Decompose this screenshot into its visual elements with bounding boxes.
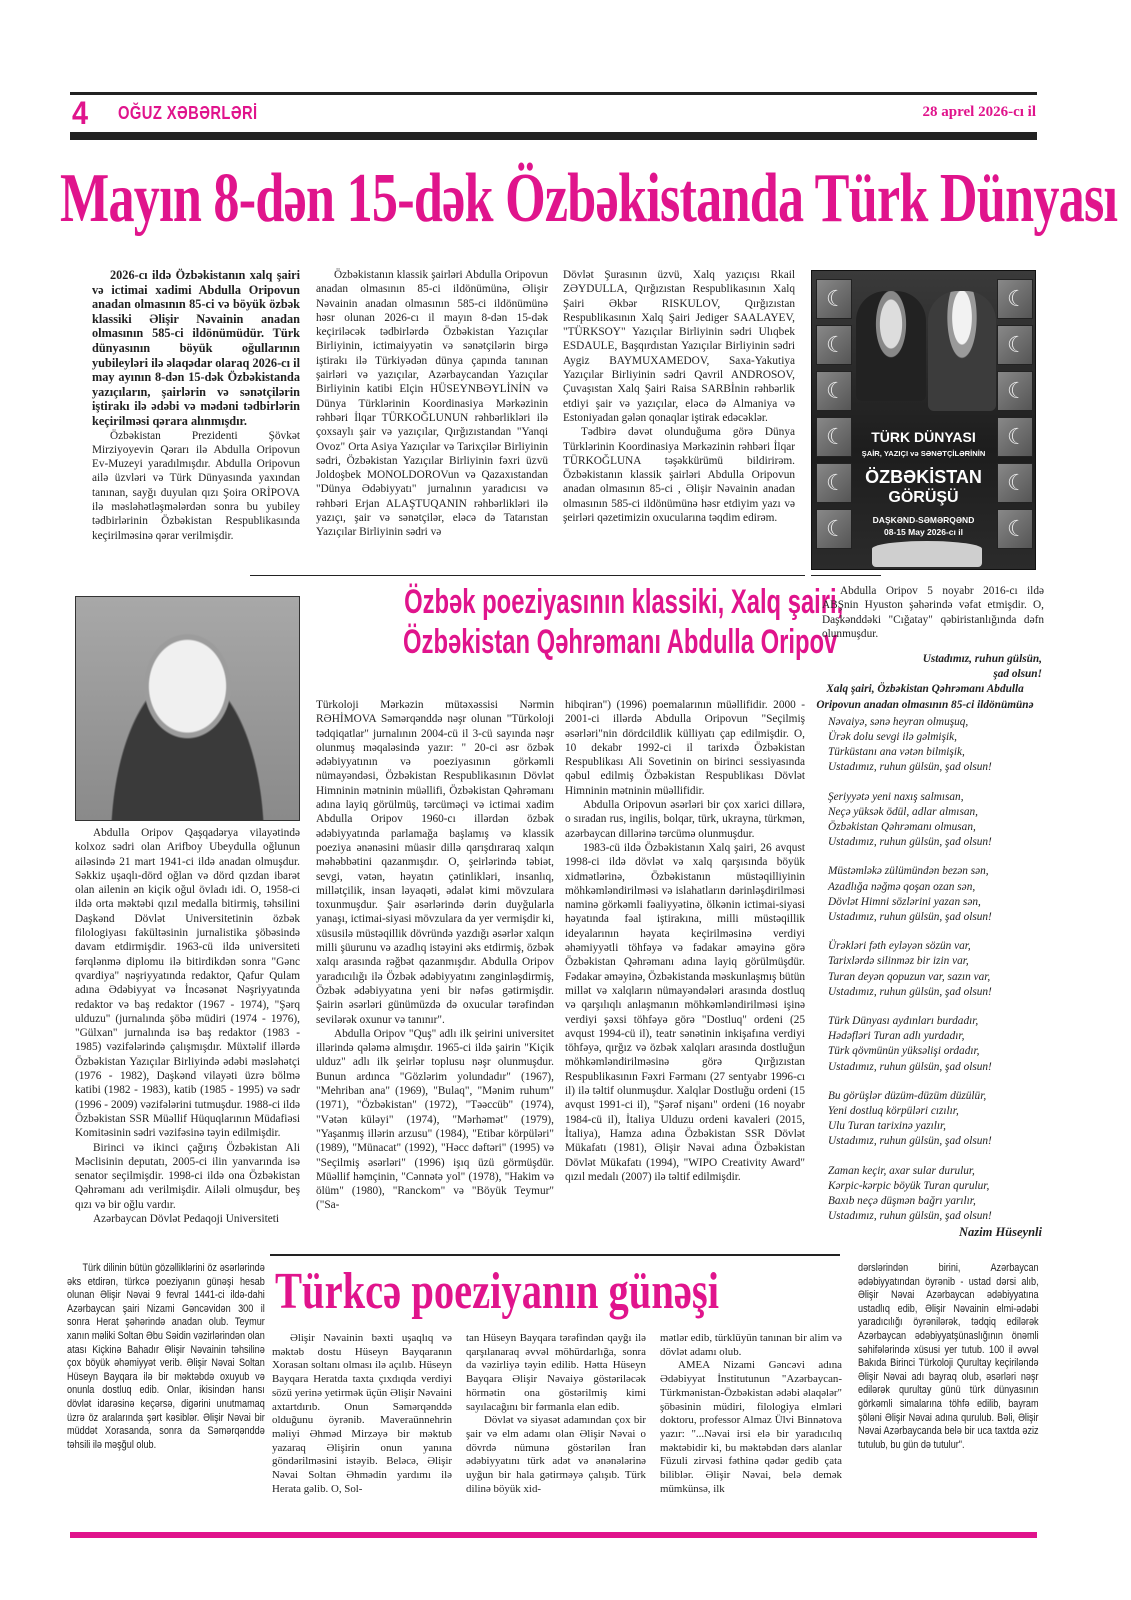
flag-icon	[816, 325, 852, 365]
article1-lead: 2026-cı ildə Özbəkistanın xalq şairi və ictimai xadimi Abdulla Oripovun anadan olmasının 85-ci və böyük özbək klassiki Əlişir Nəvainin anadan olmasının 585-ci ildönümüdür. Türk dünyasının böyük oğullarının yubileyləri ilə əlaqədar olaraq 2026-cı il may ayının 8-dən 15-dək Özbəkistanda yazıçıların, şairlərin və sənətçilərin iştirakı ilə ədəbi və mədəni tədbirlərin keçirilməsi qərara alınmışdır.	[92, 268, 300, 428]
flag-icon	[997, 279, 1033, 319]
poem-line: Ustadımız, ruhun gülsün, şad olsun!	[828, 761, 992, 774]
poster-title-3: GÖRÜŞÜ	[888, 489, 959, 506]
article2-column-2	[316, 698, 554, 1213]
article2-column-4	[822, 584, 1044, 641]
article2-paragraph: Abdulla Oripov Qaşqadərya vilayətində kolxoz sədri olan Arifboy Ubeydulla oğlunun ailəsində 21 mart 1941-ci ildə anadan olmuşdur. Səkkiz uşaqlı-dörd oğlan və dörd qızdan ibarət olan ailenin ən kiçik oğul övladı idi. O, 1958-ci ildə orta məktəbi qızıl medalla bitirmiş, təhsilini Daşkənd Dövlət Universitetinin özbək filologiyası fakültəsinin jurnalistika şöbəsində davam etdirmişdir. 1963-cü ildə universiteti fərqlənmə diplomu ilə bitirdikdən sonra "Gənc qvardiya" nəşriyyatında redaktor, Qafur Qulam adına Ədəbiyyat və İncəsənət Nəşriyyatında redaktor və baş redaktor (1967 - 1974), "Şərq ulduzu" (jurnalında şöbə müdiri (1974 - 1976), "Gülxan" jurnalında isə baş redaktor (1983 - 1985) vəzifələrində çalışmışdır. Müxtəlif illərdə Özbəkistan Yazıçılar Birliyində ədəbi məsləhətçi (1976 - 1982), Daşkənd vilayəti üzrə bölmə katibi (1982 - 1983), katib (1985 - 1995) və sədr (1996 - 2009) vəzifələrini tutmuşdur. 1988-ci ildə Özbəkistan SSR Müəllif Hüquqlarının Müdafiəsi Komitəsinin sədri vəzifəsinə təyin edilmişdir.	[75, 827, 300, 1140]
article3-paragraph: Dövlət və siyasət adamından çox bir şair və elm adamı olan Əlişir Nəvai o dövrdə nümunə göstərilən İran ədəbiyyatını türk adət və ənənələrinə uyğun bir hala gətirməyə çalışıb. Türk dilinə böyük xid-	[466, 1414, 646, 1495]
poem-stanza	[828, 1089, 1042, 1150]
poem-author: Nazim Hüseynli	[959, 1224, 1042, 1239]
poem-line: Tarixlərdə silinməz bir izin var,	[828, 955, 969, 968]
poem-line: Ustadımız, ruhun gülsün, şad olsun!	[828, 985, 992, 998]
article1-paragraph: Dövlət Şurasının üzvü, Xalq yazıçısı Rkail ZƏYDULLA, Qırğızıstan Respublikasının Xalq Şairi Əkbər RISKULOV, Qırğızıstan Respublikasının Xalq Şairi Jediger SAALAYEV, "TÜRKSOY" Yazıçılar Birliyinin sədri Ulıqbek ESDAULE, Başqırdıstan Yazıçılar Birliyinin sədri Aygiz BAYMUXAMEDOV, Saxa-Yakutiya Yazıçılar Birliyinin sədri Qavril ANDROSOV, Çuvaşıstan Xalq Şairi Raisa SARBİnin rəhbərlik etdiyi şair və yazıçılar, eləcə də Almaniya və Estoniyadan gələn qonaqlar iştirak edəcəklər.	[563, 269, 795, 424]
poem-line: Ustadımız, ruhun gülsün, şad olsun!	[828, 1135, 992, 1148]
poster-location: DAŞKƏND-SƏMƏRQƏND	[872, 515, 975, 525]
article3-column-1	[67, 1262, 265, 1452]
poster-title: TÜRK DÜNYASI	[871, 429, 976, 445]
poem-dedication: Ustadımız, ruhun gülsün,	[922, 653, 1042, 665]
article2-paragraph: Abdulla Oripovun əsərləri bir çox xarici dillərə, o sıradan rus, ingilis, bolqar, türk, ukrayna, türkmən, azərbaycan dillərinə tərcümə olunmuşdur.	[565, 799, 805, 840]
poem-line: Şeriyyətə yeni naxış salmısan,	[828, 790, 964, 803]
poem-stanza	[828, 864, 1042, 925]
poem-line: Yeni dostluq körpüləri cızılır,	[828, 1105, 959, 1118]
article2-paragraph: Azərbaycan Dövlət Pedaqoji Universiteti	[93, 1213, 280, 1226]
masthead-top-rule	[70, 92, 1037, 95]
flag-icon	[997, 371, 1033, 411]
poem-line: Ulu Turan tarixinə yazılır,	[828, 1120, 946, 1133]
poem-line: Neçə yüksək ödül, adlar almısan,	[828, 805, 978, 818]
flag-icon	[997, 325, 1033, 365]
article2-paragraph: Abdulla Oripov 5 noyabr 2016-cı ildə ABŞnin Hyuston şəhərində vəfat etmişdir. O, Daşkənddəki "Cığatay" qəbiristanlığında dəfn olunmuşdur.	[822, 585, 1044, 640]
poem-stanza	[828, 715, 1042, 776]
article3-paragraph: Türk dilinin bütün gözəlliklərini öz əsərlərində əks etdirən, türkcə poeziyanın günəşi hesab olunan Əlişir Nəvai 9 fevral 1441-ci ildə-dahi Azərbaycan şairi Nizami Gəncəvidən 300 il sonra Herat şəhərində anadan olub. Teymur xanın məliki Soltan Əbu Səidin vəzirlərindən olan atası Kiçkinə Bahadır Əlişir Nəvainin təhsilinə çox böyük əhəmiyyət verib. Əlişir Nəvai Soltan Hüseyn Bayqara ilə bir məktəbdə oxuyub və onunla dostluq edib. Onlar, ikisindən hansı dövlət idarəsinə keçərsə, digərini unutmamaq üzrə öz aralarında şərt kəsiblər. Əlişir Nəvai bir müddət Xorasanda, sonra da Səmərqənddə təhsili ilə məşğul olub.	[67, 1262, 265, 1451]
article3-paragraph: AMEA Nizami Gəncəvi adına Ədəbiyyat İnstitutunun "Azərbaycan-Türkmənistan-Özbəkistan ədəbi əlaqələr" şöbəsinin müdiri, filologiya elmləri doktoru, professor Almaz Ülvi Binnətova yazır: "...Nəvai irsi elə bir yaradıcılıq məktəbidir ki, bu məktəbdən dərs alanlar Füzuli zirvəsi fəthinə qədər gedib çata biliblər. Əlişir Nəvai, belə demək mümkünsə, ilk	[660, 1359, 842, 1495]
article3-paragraph: mətlər edib, türklüyün tanınan bir alim və dövlət adamı olub.	[660, 1332, 842, 1358]
poem-line: Baxıb neçə düşmən bağrı yarılır,	[828, 1195, 976, 1208]
poem-stanza	[828, 1014, 1042, 1075]
poem-line: Ustadımız, ruhun gülsün, şad olsun!	[828, 836, 992, 849]
portrait-photo-abdulla-oripov	[75, 596, 300, 821]
poem-line: Dövlət Himni sözlərini yazan sən,	[828, 895, 981, 908]
article2-column-1	[75, 826, 300, 1226]
poster-portrait-navai	[928, 291, 996, 411]
poem-line: Türk Dünyası aydınları burdadır,	[828, 1015, 979, 1028]
article1-column-3	[563, 268, 795, 525]
main-headline: Mayın 8-dən 15-dək Özbəkistanda Türk Dünyası	[60, 160, 1118, 237]
article3-paragraph: tan Hüseyn Bayqara tərəfindən qayğı ilə qarşılanaraq əvvəl möhürdarlığa, sonra da vəzirliyə təyin edilib. Hətta Hüseyn Bayqara Əlişir Nəvaiyə göstəriləcək hörmətin ona göstərilmiş kimi sayılacağını bir fərmanla elan edib.	[466, 1332, 646, 1413]
section-divider	[811, 575, 881, 576]
article2-column-3	[565, 698, 805, 1184]
article3-column-5	[858, 1262, 1039, 1452]
poem-line: Hədəfləri Turan adlı yurdadır,	[828, 1030, 965, 1043]
article2-headline-line-1: Özbək poeziyasının klassiki, Xalq şairi,	[404, 583, 844, 621]
poem-line: Nəvaiyə, sənə heyran olmuşuq,	[828, 715, 969, 728]
poem-line: Kərpic-kərpic böyük Turan qurulur,	[828, 1179, 990, 1192]
article2-paragraph: 1983-cü ildə Özbəkistanın Xalq şairi, 26 avqust 1998-ci ildə dövlət və xalq qarşısında böyük xidmətlərinə, Özbəkistanın müstəqilliyinin möhkəmləndirilməsi və islahatların dərinləşdirilməsi naminə görkəmli fəaliyyətinə, ölkənin ictimai-siyasi həyatında fəal iştirakına, milli müstəqillik ideyalarının həyata keçirilməsinə verdiyi əhəmiyyətli töhfəyə və fədakar əməyinə görə Özbəkistan Qəhrəmanı adına layiq görülmüşdür. Fədakar əməyinə, Özbəkistanda məskunlaşmış bütün millət və xalqların nümayəndələri arasında dostluq və qarşılıqlı anlaşmanın möhkəmləndirilməsi işinə verdiyi şəxsi töhfəyə görə "Dostluq" ordeni (25 avqust 1994-cü il), teatr sənətinin inkişafına verdiyi töhfəyə, qırğız və özbək xalqları arasında dostluğun möhkəmləndirilməsinə görə Qırğızıstan Respublikasının Fəxri Fərmanı (27 sentyabr 1996-cı il) ilə təltif olunmuşdur. Xalqlar Dostluğu ordeni (15 avqust 1991-ci il), "Şərəf nişanı" ordeni (16 noyabr 1984-cü il), İtaliya Ulduzu ordeni kavaleri (2015, İtaliya), Hamza adına Özbəkistan SSR Dövlət Mükafatı (1981), Əlişir Nəvai adına Özbəkistan Dövlət Mükafatı (1994), "WIPO Creativity Award" qızıl medalı (2007) ilə təltif edilmişdir.	[565, 841, 805, 1183]
poem-line: Zaman keçir, axar sular durulur,	[828, 1164, 975, 1177]
poem-line: Özbəkistan Qəhrəmanı olmusan,	[828, 821, 976, 834]
poem	[816, 652, 1042, 1240]
poem-line: Turan deyən qopuzun var, sazın var,	[828, 970, 991, 983]
section-divider	[250, 575, 805, 576]
poem-line: Ürəkləri fəth eyləyən sözün var,	[828, 940, 971, 953]
event-poster-image	[811, 270, 1036, 570]
poster-dates: 08-15 May 2026-cı il	[884, 527, 963, 537]
poem-stanza	[828, 939, 1042, 1000]
article2-headline	[310, 582, 844, 662]
poster-subtitle: ŞAİR, YAZIÇI və SƏNƏTÇİLƏRİNİN	[861, 449, 986, 458]
poem-line: Ustadımız, ruhun gülsün, şad olsun!	[828, 1210, 992, 1223]
poem-line: Azadlığa nəğmə qoşan ozan sən,	[828, 880, 976, 893]
book-icon	[872, 541, 982, 567]
poem-line: Türk qövmünün yüksəlişi ordadır,	[828, 1045, 980, 1058]
issue-date: 28 aprel 2026-cı il	[922, 104, 1036, 120]
poem-stanza	[828, 790, 1042, 851]
article2-headline-line-2: Özbəkistan Qəhrəmanı Abdulla Oripov	[403, 623, 838, 661]
article1-paragraph: Özbəkistan Prezidenti Şövkət Mirziyoyevin Qərarı ilə Abdulla Oripovun Ev-Muzeyi yaradılmışdır. Abdulla Oripovun ailə üzvləri və Türk Dünyasında yaxından tanınan, sayğı duyulan qızı Şoira ORİPOVA ilə məsləhətləşmələrdən sonra bu yubiley tədbirlərinin Özbəkistan Respublikasında keçirilməsinə qərar verilmişdir.	[92, 429, 300, 542]
article1-paragraph: Tədbirə dəvət olunduğuma görə Dünya Türklərinin Koordinasiya Mərkəzinin rəhbəri İlqar TÜRKOĞLUNA təşəkkürümü bildirirəm. Özbəkistanın klassik şairləri Abdulla Oripovun anadan olmasının 85-ci , Əlişir Nəvainin anadan olmasının 585-ci ildönümünə həsr etdiyim yazı və şeirləri qəzetimizin oxucularına təqdim edirəm.	[563, 426, 795, 525]
poem-line: Ustadımız, ruhun gülsün, şad olsun!	[828, 911, 992, 924]
masthead-bottom-rule	[70, 132, 1037, 140]
poem-stanza	[828, 1164, 1042, 1225]
article3-column-2	[272, 1332, 452, 1496]
article2-paragraph: Abdulla Oripov "Quş" adlı ilk şeirini universitet illərində qələmə almışdır. 1965-ci ildə şairin "Kiçik ulduz" adlı ilk şeirlər toplusu nəşr olunmuşdur. Bunun ardınca "Gözlərim yolundadır" (1967), "Mehriban ana" (1969), "Bulaq", "Mənim ruhum" (1971), "Özbəkistan" (1972), "Təəccüb" (1974), "Vətən küləyi" (1974), "Mərhəmət" (1979), "Yaşanmış illərin arzusu" (1984), "Etibar körpüləri" (1989), "Münacat" (1992), "Həcc dəftəri" (1995) və "Seçilmiş əsərləri" (1996) işıq üzü görmüşdür. Müəllif həmçinin, "Cənnətə yol" (1978), "Hakim və ölüm" (1980), "Ranckom" və "Böyük Teymur" ("Sa-	[316, 1027, 554, 1212]
poster-portrait-oripov	[856, 291, 926, 401]
article1-column-2	[316, 268, 548, 540]
poem-line: Ürək dolu sevgi ilə gəlmişik,	[828, 731, 957, 744]
poem-dedication: Xalq şairi, Özbəkistan Qəhrəmanı Abdulla Oripovun anadan olmasının 85-ci ildönümünə	[816, 683, 1034, 711]
footer-accent-bar	[70, 1532, 1037, 1538]
page-number: 4	[72, 95, 89, 131]
poem-line: Müstəmləkə zülümündən bezən sən,	[828, 865, 989, 878]
article3-column-3	[466, 1332, 646, 1496]
article3-column-4	[660, 1332, 842, 1496]
poem-line: Ustadımız, ruhun gülsün, şad olsun!	[828, 1060, 992, 1073]
article2-paragraph: hibqiran") (1996) poemalarının müəllifidir. 2000 - 2001-ci illərdə Abdulla Oripovun "Seçilmiş əsərləri"nin dördcildlik külliyatı çap edilmişdir. O, 10 dekabr 1992-ci il tarixdə Özbəkistan Respublikası Ali Sovetinin on birinci sessiyasında qəbul edilmiş Özbəkistan Respublikası Dövlət Himninin mətninin müəllifidir.	[565, 699, 805, 797]
article3-headline: Türkcə poeziyanın günəşi	[275, 1263, 719, 1320]
article3-paragraph: Əlişir Nəvainin bəxti uşaqlıq və məktəb dostu Hüseyn Bayqaranın Xorasan soltanı olması ilə açılıb. Hüseyn Bayqara Heratda taxta çıxdıqda verdiyi sözü yerinə yetirmək üçün Əlişir Nəvaini axtartdırıb. Onun Səmərqənddə olduğunu öyrənib. Maveraünnehrin məliyi Əhməd Mirzəyə bir məktub yazaraq Əlişirin onun yanına göndərilməsini istəyib. Beləcə, Əlişir Nəvai Soltan Əhmədin yardımı ilə Herata gəlib. O, Sol-	[272, 1332, 452, 1495]
flag-icon	[816, 279, 852, 319]
newspaper-name: OĞUZ XƏBƏRLƏRİ	[118, 103, 258, 123]
article1-paragraph: Özbəkistanın klassik şairləri Abdulla Oripovun anadan olmasının 85-ci ildönümünə, Əlişir Nəvainin anadan olmasının 585-ci ildönümünə həsr olunan 2026-cı il mayın 8-dən 15-dək keçiriləcək tədbirlərdə Özbəkistan Yazıçılar Birliyinin, ictimaiyyətin və sənətçilərin birgə iştirakı ilə Türkiyədən dünya çapında tanınan şairləri və yazıçılar, Azərbaycandan Yazıçılar Birliyinin katibi Elçin HÜSEYNBƏYLİNİN və Dünya Türklərinin Koordinasiya Mərkəzinin rəhbəri İlqar TÜRKOĞLUNUN rəhbərlikləri ilə çoxsaylı şair və yazıçılar, Qırğızıstandan "Yanqi Ovoz" Orta Asiya Yazıçılar və Tarixçilər Birliyinin sədri, Özbəkistan Yazıçılar Birliyinin fəxri üzvü Joldoşbek MONOLDOROVun və Qazaxıstandan "Dünya Ədəbiyyatı" jurnalının yaradıcısı və rəhbəri Erjan ALAŞTUQANIN rəhbərlikləri ilə yazıçı, şair və sənətçilər, eləcə də Tatarıstan Yazıçılar Birliyinin sədri və	[316, 269, 548, 539]
article2-paragraph: Türkoloji Mərkəzin mütəxəssisi Nərmin RƏHİMOVA Səmərqənddə nəşr olunan "Türkoloji tədqiqatlar" jurnalının 2004-cü il 3-cü sayında nəşr olunmuş məqaləsində yazır: " 20-ci əsr özbək ədəbiyyatının və poeziyasının görkəmli nümayəndəsi, Özbəkistan Respublikasının Dövlət Himninin mətninin müəllifi, Özbəkistan Qəhrəmanı adına layiq görülmüş, tərcüməçi və ictimai xadim Abdulla Oripov 1960-cı illərdən özbək ədəbiyyatında parlamağa başlamış və klassik poeziya ənənəsini müasir dillə qarışdıraraq xalqın məhəbbətini qazanmışdır. O, şeirlərində təbiət, sevgi, vətən, həyatın çətinlikləri, insanlıq, millətçilik, insan ləyaqəti, ədalət kimi mövzulara toxunmuşdur. Şair əsərlərində dərin duyğularla yanaşı, ictimai-siyasi mövzulara da yer vermişdir ki, xüsusilə müstəqillik dövründə yazdığı əsərlər xalqın milli şüurunu və azadlıq istəyini əks etdirmiş, özbək xalqı arasında rəğbət qazanmışdır. Abdulla Oripov yaradıcılığı ilə Özbək ədəbiyyatını zənginləşdirmiş, Özbək ədəbiyyatına yeni bir nəfəs gətirmişdir. Şairin əsərləri günümüzdə də oxucular tərəfindən sevilərək oxunur və tanınır".	[316, 699, 554, 1026]
article1-column-1	[92, 268, 300, 543]
article2-paragraph: Birinci və ikinci çağırış Özbəkistan Ali Məclisinin deputatı, 2005-ci ilin yanvarında isə senator seçilmişdir. 1998-ci ildə ona Özbəkistan Qəhrəmanı adı verilmişdir. Ailəli olmuşdur, beş qızı və bir oğlu vardır.	[75, 1141, 300, 1211]
poem-line: Türküstanı ana vətən bilmişik,	[828, 746, 965, 759]
flag-icon	[816, 371, 852, 411]
section-divider	[270, 1254, 840, 1256]
poem-line: Bu görüşlər düzüm-düzüm düzülür,	[828, 1089, 987, 1102]
poster-title-2: ÖZBƏKİSTAN	[865, 467, 982, 487]
article3-paragraph: dərslərindən birini, Azərbaycan ədəbiyyatından öyrənib - ustad dərsi alıb, Əlişir Nəvai Azərbaycan ədəbiyyatına ustadlıq edib, Əlişir Nəvainin elmi-ədəbi yaradıcılığı öyrənilərək, tədqiq edilərək Azərbaycan ədəbiyyatşünaslığının önəmli səhifələrində xüsusi yer tutub. 100 il əvvəl Bakıda Birinci Türkoloji Qurultay keçiriləndə Əlişir Nəvai adı bayraq olub, əsərləri nəşr edilərək qurultay günü türk dünyasının görkəmli simalarına töhfə edilib, bayram şöləni Əlişir Nəvai adına qurulub. Bəli, Əlişir Nəvai Azərbaycanda belə bir uca taxtda əziz tutulub, bu gün də tutulur".	[858, 1262, 1039, 1451]
poem-dedication: şad olsun!	[993, 668, 1042, 681]
